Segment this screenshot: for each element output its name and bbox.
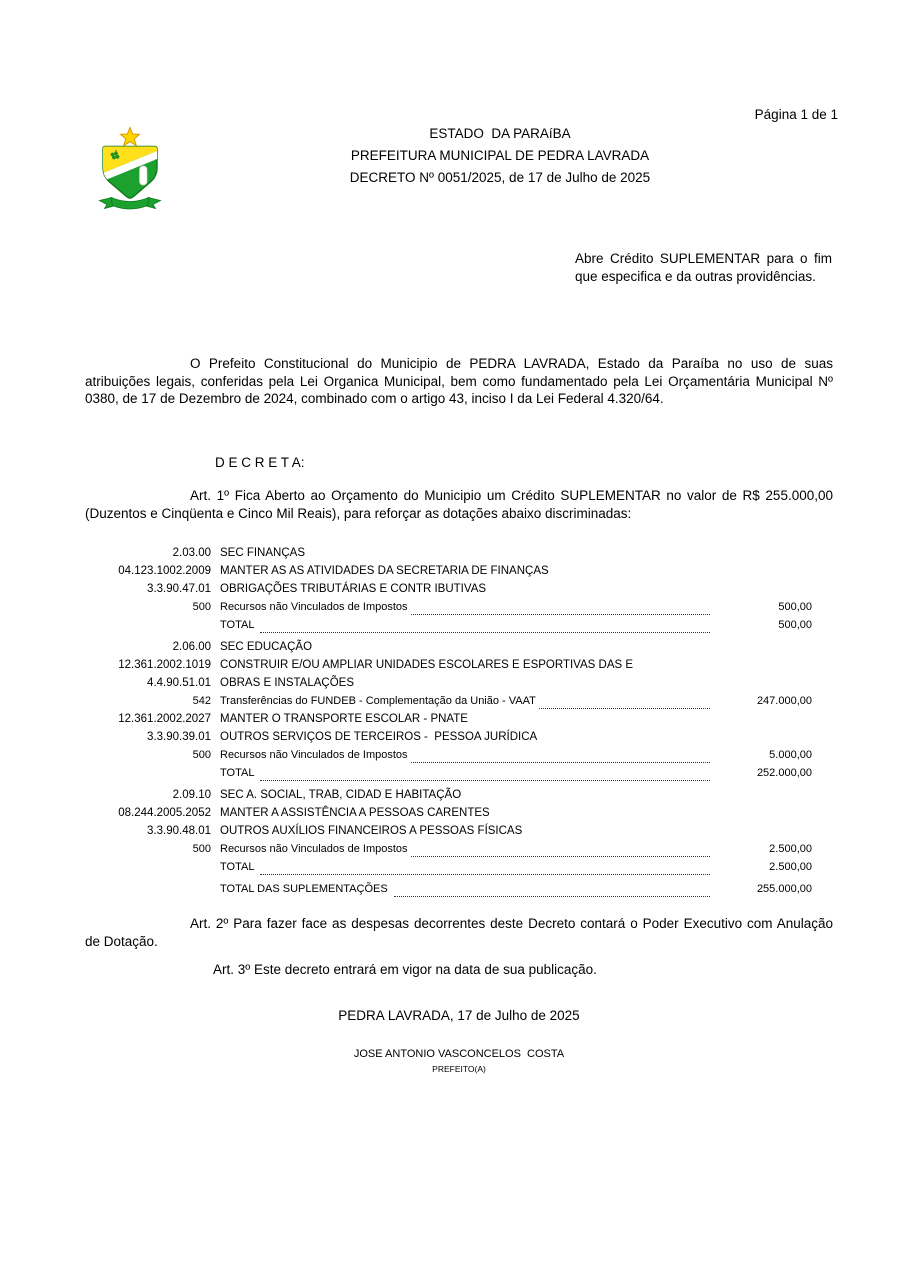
signature-name: JOSE ANTONIO VASCONCELOS COSTA xyxy=(353,1048,565,1060)
row-amount: 2.500,00 xyxy=(769,861,812,873)
row-description: TOTAL DAS SUPLEMENTAÇÕES xyxy=(220,883,391,895)
row-amount: 500,00 xyxy=(778,601,812,613)
table-row xyxy=(85,695,812,713)
table-row xyxy=(85,807,812,825)
page-number: Página 1 de 1 xyxy=(754,107,838,122)
dotted-leader xyxy=(260,874,710,875)
dotted-leader xyxy=(411,614,710,615)
decreta-heading: D E C R E T A: xyxy=(215,455,305,470)
row-code: 04.123.1002.2009 xyxy=(118,565,211,577)
row-code: 12.361.2002.2027 xyxy=(118,713,211,725)
row-code: 2.03.00 xyxy=(172,547,211,559)
row-amount: 5.000,00 xyxy=(769,749,812,761)
row-description: TOTAL xyxy=(220,861,258,873)
row-description: Recursos não Vinculados de Impostos xyxy=(220,601,408,613)
table-row xyxy=(85,547,812,565)
row-description: TOTAL xyxy=(220,767,258,779)
row-description: OUTROS SERVIÇOS DE TERCEIROS - PESSOA JURÍDICA xyxy=(220,731,538,743)
row-code: 500 xyxy=(192,749,211,761)
row-description: OBRIGAÇÕES TRIBUTÁRIAS E CONTR IBUTIVAS xyxy=(220,583,487,595)
decree-summary: Abre Crédito SUPLEMENTAR para o fim que especifica e da outras providências. xyxy=(575,251,832,284)
row-amount: 500,00 xyxy=(778,619,812,631)
table-row xyxy=(85,713,812,731)
row-description: Transferências do FUNDEB - Complementação da União - VAAT xyxy=(220,695,536,707)
row-code: 3.3.90.39.01 xyxy=(147,731,211,743)
dotted-leader xyxy=(411,762,710,763)
row-description: SEC EDUCAÇÃO xyxy=(220,641,313,653)
table-row xyxy=(85,843,812,861)
table-row xyxy=(85,601,812,619)
table-row xyxy=(85,565,812,583)
dotted-leader xyxy=(260,632,710,633)
place-date-line: PEDRA LAVRADA, 17 de Julho de 2025 xyxy=(338,1008,580,1023)
row-amount: 255.000,00 xyxy=(756,883,812,895)
row-code: 4.4.90.51.01 xyxy=(147,677,211,689)
header-decree-line: DECRETO Nº 0051/2025, de 17 de Julho de 2025 xyxy=(349,170,651,185)
table-row xyxy=(85,861,812,879)
row-amount: 247.000,00 xyxy=(756,695,812,707)
table-row xyxy=(85,883,812,901)
table-row xyxy=(85,677,812,695)
header-state-line: ESTADO DA PARAíBA xyxy=(429,126,571,141)
table-row xyxy=(85,825,812,843)
row-description: MANTER O TRANSPORTE ESCOLAR - PNATE xyxy=(220,713,468,725)
row-code: 08.244.2005.2052 xyxy=(118,807,211,819)
row-description: CONSTRUIR E/OU AMPLIAR UNIDADES ESCOLARES E ESPORTIVAS DAS E xyxy=(220,659,634,671)
table-row xyxy=(85,767,812,785)
row-description: SEC A. SOCIAL, TRAB, CIDAD E HABITAÇÃO xyxy=(220,789,462,801)
row-description: MANTER AS AS ATIVIDADES DA SECRETARIA DE FINANÇAS xyxy=(220,565,549,577)
dotted-leader xyxy=(394,896,710,897)
table-row xyxy=(85,641,812,659)
row-description: OUTROS AUXÍLIOS FINANCEIROS A PESSOAS FÍSICAS xyxy=(220,825,523,837)
header-municipality-line: PREFEITURA MUNICIPAL DE PEDRA LAVRADA xyxy=(350,148,650,163)
table-row xyxy=(85,583,812,601)
allocations-table xyxy=(85,547,812,901)
row-amount: 252.000,00 xyxy=(756,767,812,779)
article-3-paragraph: Art. 3º Este decreto entrará em vigor na data de sua publicação. xyxy=(213,962,597,977)
dotted-leader xyxy=(260,780,710,781)
document-header xyxy=(100,123,900,189)
dotted-leader xyxy=(539,708,710,709)
row-description: SEC FINANÇAS xyxy=(220,547,305,559)
table-row xyxy=(85,619,812,637)
row-code: 12.361.2002.1019 xyxy=(118,659,211,671)
article-2-paragraph: Art. 2º Para fazer face as despesas decorrentes deste Decreto contará o Poder Executivo com Anulação de Dotação. xyxy=(85,916,833,949)
row-code: 3.3.90.47.01 xyxy=(147,583,211,595)
row-code: 500 xyxy=(192,843,211,855)
row-description: MANTER A ASSISTÊNCIA A PESSOAS CARENTES xyxy=(220,807,490,819)
row-code: 542 xyxy=(192,695,211,707)
row-description: Recursos não Vinculados de Impostos xyxy=(220,843,408,855)
row-description: OBRAS E INSTALAÇÕES xyxy=(220,677,354,689)
row-description: Recursos não Vinculados de Impostos xyxy=(220,749,408,761)
table-row xyxy=(85,659,812,677)
row-code: 2.06.00 xyxy=(172,641,211,653)
row-code: 3.3.90.48.01 xyxy=(147,825,211,837)
preamble-paragraph: O Prefeito Constitucional do Municipio de PEDRA LAVRADA, Estado da Paraíba no uso de suas atribuições legais, conferidas pela Lei Organica Municipal, bem como fundamentado pela Lei Orçamentária Municipal Nº 0380, de 17 de Dezembro de 2024, combinado com o artigo 43, inciso I da Lei Federal 4.320/64. xyxy=(85,356,833,406)
row-description: TOTAL xyxy=(220,619,258,631)
row-code: 500 xyxy=(192,601,211,613)
dotted-leader xyxy=(411,856,710,857)
table-row xyxy=(85,749,812,767)
table-row xyxy=(85,731,812,749)
article-1-paragraph: Art. 1º Fica Aberto ao Orçamento do Municipio um Crédito SUPLEMENTAR no valor de R$ 255.000,00 (Duzentos e Cinqüenta e Cinco Mil Reais), para reforçar as dotações abaixo discriminadas: xyxy=(85,488,833,521)
signature-title: PREFEITO(A) xyxy=(432,1064,486,1074)
table-row xyxy=(85,789,812,807)
row-code: 2.09.10 xyxy=(172,789,211,801)
row-amount: 2.500,00 xyxy=(769,843,812,855)
